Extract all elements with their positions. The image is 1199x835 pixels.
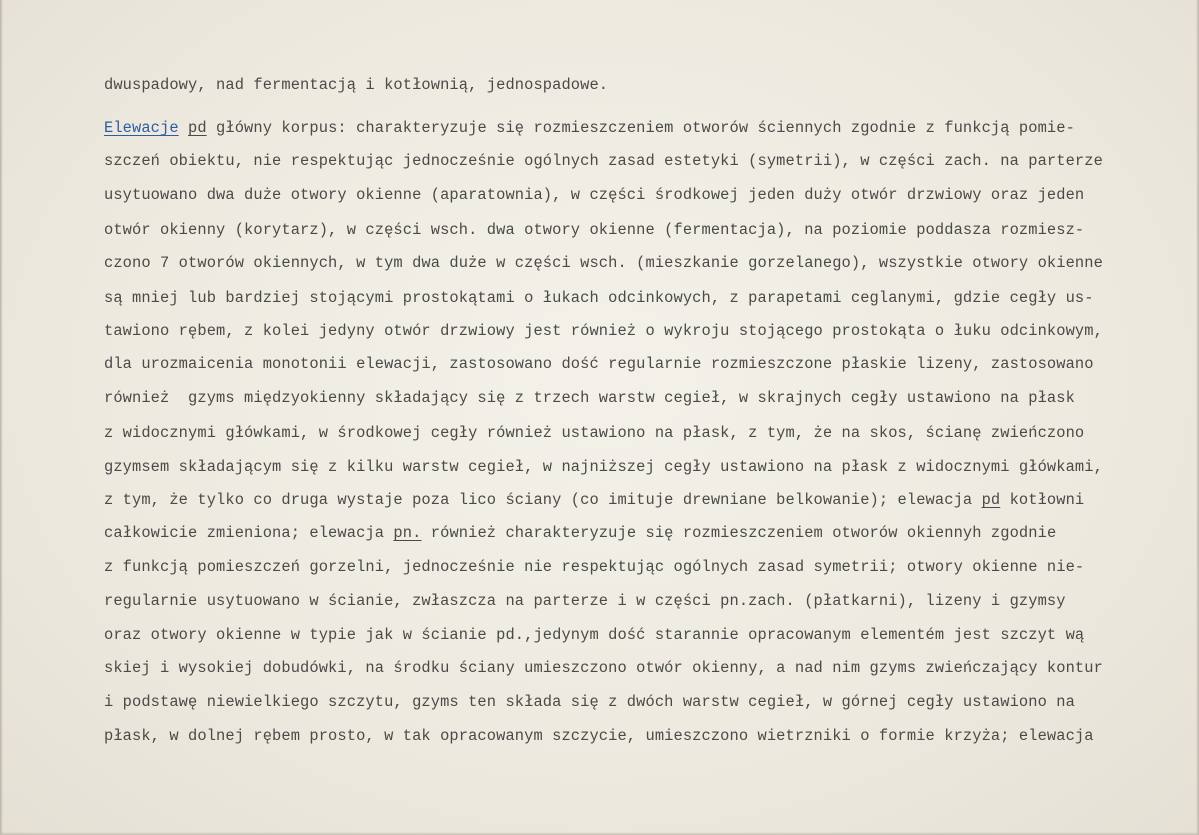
text-segment: są mniej lub bardziej stojącymi prostokątami o łukach odcinkowych, z parapetami ceglanymi, gdzie cegły us- xyxy=(104,289,1094,307)
text-segment: również charakteryzuje się rozmieszczeniem otworów okiennyh zgodnie xyxy=(421,524,1057,542)
text-line xyxy=(104,558,1084,576)
text-line xyxy=(104,254,1103,272)
text-segment: z widocznymi główkami, w środkowej cegły również ustawiono na płask, z tym, że na skos, ścianę zwieńczono xyxy=(104,424,1085,442)
text-segment: płask, w dolnej rębem prosto, w tak opracowanym szczycie, umieszczono wietrzniki o formie krzyża; elewacja xyxy=(104,727,1094,745)
text-line xyxy=(104,659,1103,677)
text-line xyxy=(104,458,1103,476)
marked-term: Elewacje xyxy=(104,119,179,137)
text-segment: również gzyms międzyokienny składający się z trzech warstw cegieł, w skrajnych cegły ustawiono na płask xyxy=(104,389,1075,407)
text-segment: główny korpus: charakteryzuje się rozmieszczeniem otworów ściennych zgodnie z funkcją pomie- xyxy=(206,119,1075,137)
text-segment: otwór okienny (korytarz), w części wsch. dwa otwory okienne (fermentacja), na poziomie poddasza rozmiesz- xyxy=(104,221,1085,239)
text-segment: z tym, że tylko co druga wystaje poza lico ściany (co imituje drewniane belkowanie); elewacja xyxy=(104,491,982,509)
marked-term: pn. xyxy=(393,524,422,542)
text-segment: z funkcją pomieszczeń gorzelni, jednocześnie nie respektując ogólnych zasad symetrii; otwory okienne nie- xyxy=(104,558,1085,576)
text-line xyxy=(104,119,1075,137)
text-segment xyxy=(179,119,188,137)
text-line xyxy=(104,355,1094,373)
text-segment: regularnie usytuowano w ścianie, zwłaszcza na parterze i w części pn.zach. (płatkarni), lizeny i gzymsy xyxy=(104,592,1066,610)
text-segment: tawiono rębem, z kolei jedyny otwór drzwiowy jest również o wykroju stojącego prostokąta o łuku odcinkowym, xyxy=(104,322,1103,340)
text-segment: gzymsem składającym się z kilku warstw cegieł, w najniższej cegły ustawiono na płask z widocznymi główkami, xyxy=(104,458,1103,476)
text-segment: dla urozmaicenia monotonii elewacji, zastosowano dość regularnie rozmieszczone płaskie lizeny, zastosowano xyxy=(104,355,1094,373)
text-line xyxy=(104,186,1084,204)
text-line xyxy=(104,76,608,94)
text-line xyxy=(104,322,1103,340)
text-segment: usytuowano dwa duże otwory okienne (aparatownia), w części środkowej jeden duży otwór drzwiowy oraz jeden xyxy=(104,186,1085,204)
text-line xyxy=(104,424,1084,442)
text-line xyxy=(104,289,1094,307)
text-line xyxy=(104,727,1094,745)
text-segment: oraz otwory okienne w typie jak w ścianie pd.,jedynym dość starannie opracowanym elementém jest szczyt wą xyxy=(104,626,1085,644)
text-segment: kotłowni xyxy=(1000,491,1085,509)
text-line xyxy=(104,693,1075,711)
text-line xyxy=(104,491,1084,509)
text-segment: szczeń obiektu, nie respektując jednocześnie ogólnych zasad estetyki (symetrii), w części zach. na parterze xyxy=(104,152,1103,170)
text-segment: i podstawę niewielkiego szczytu, gzyms ten składa się z dwóch warstw cegieł, w górnej cegły ustawiono na xyxy=(104,693,1075,711)
text-line xyxy=(104,389,1075,407)
marked-term: pd xyxy=(981,491,1001,509)
text-segment: dwuspadowy, nad fermentacją i kotłownią, jednospadowe. xyxy=(104,76,609,94)
text-line xyxy=(104,592,1066,610)
text-line xyxy=(104,221,1084,239)
marked-term: pd xyxy=(188,119,207,137)
text-segment: skiej i wysokiej dobudówki, na środku ściany umieszczono otwór okienny, a nad nim gzyms zwieńczający kontur xyxy=(104,659,1103,677)
text-segment: czono 7 otworów okiennych, w tym dwa duże w części wsch. (mieszkanie gorzelanego), wszystkie otwory okienne xyxy=(104,254,1103,272)
text-line xyxy=(104,626,1084,644)
text-line xyxy=(104,152,1103,170)
paper-edge-left xyxy=(0,0,3,835)
text-segment: całkowicie zmieniona; elewacja xyxy=(104,524,394,542)
text-line xyxy=(104,524,1056,542)
